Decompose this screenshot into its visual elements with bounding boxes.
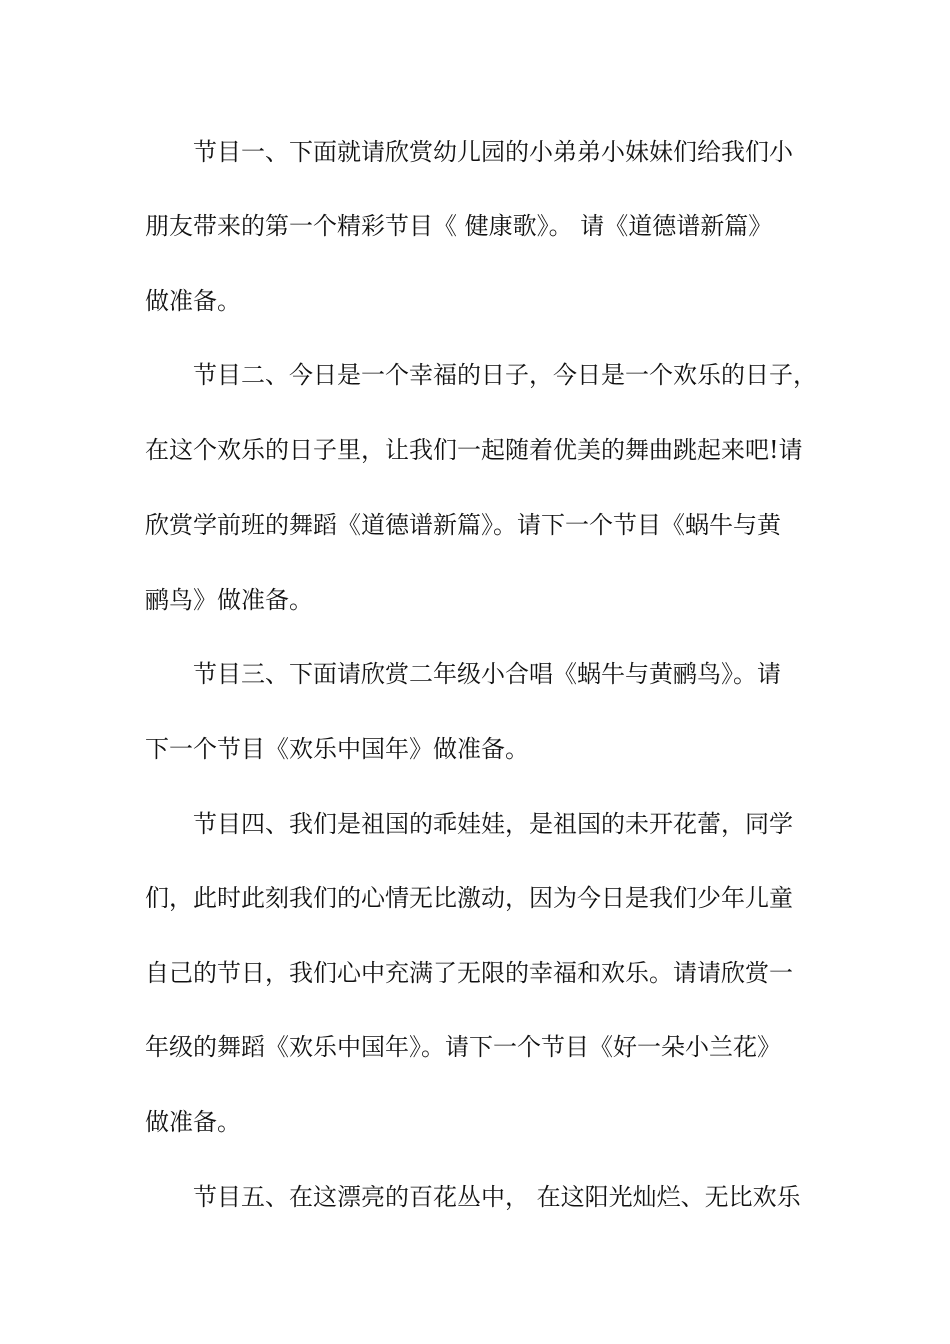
text-line: 欣赏学前班的舞蹈《道德谱新篇》。请下一个节目《蜗牛与黄 bbox=[145, 511, 781, 539]
text-line: 做准备。 bbox=[145, 287, 241, 315]
text-line: 自己的节日，我们心中充满了无限的幸福和欢乐。请请欣赏一 bbox=[145, 959, 793, 987]
text-line: 节目三、下面请欣赏二年级小合唱《蜗牛与黄鹂鸟》。请 bbox=[193, 660, 781, 688]
text-line: 在这个欢乐的日子里，让我们一起随着优美的舞曲跳起来吧!请 bbox=[145, 436, 803, 464]
text-line: 们，此时此刻我们的心情无比激动，因为今日是我们少年儿童 bbox=[145, 884, 793, 912]
text-line: 下一个节目《欢乐中国年》做准备。 bbox=[145, 735, 529, 763]
text-line: 朋友带来的第一个精彩节目《 健康歌》。 请《道德谱新篇》 bbox=[145, 212, 773, 240]
text-line: 节目二、今日是一个幸福的日子，今日是一个欢乐的日子， bbox=[193, 361, 817, 389]
text-line: 鹂鸟》做准备。 bbox=[145, 586, 313, 614]
text-line: 节目四、我们是祖国的乖娃娃，是祖国的未开花蕾，同学 bbox=[193, 810, 793, 838]
text-line: 年级的舞蹈《欢乐中国年》。请下一个节目《好一朵小兰花》 bbox=[145, 1033, 781, 1061]
text-line: 节目五、在这漂亮的百花丛中， 在这阳光灿烂、无比欢乐 bbox=[193, 1183, 801, 1211]
text-line: 做准备。 bbox=[145, 1108, 241, 1136]
text-line: 节目一、下面就请欣赏幼儿园的小弟弟小妹妹们给我们小 bbox=[193, 138, 793, 166]
